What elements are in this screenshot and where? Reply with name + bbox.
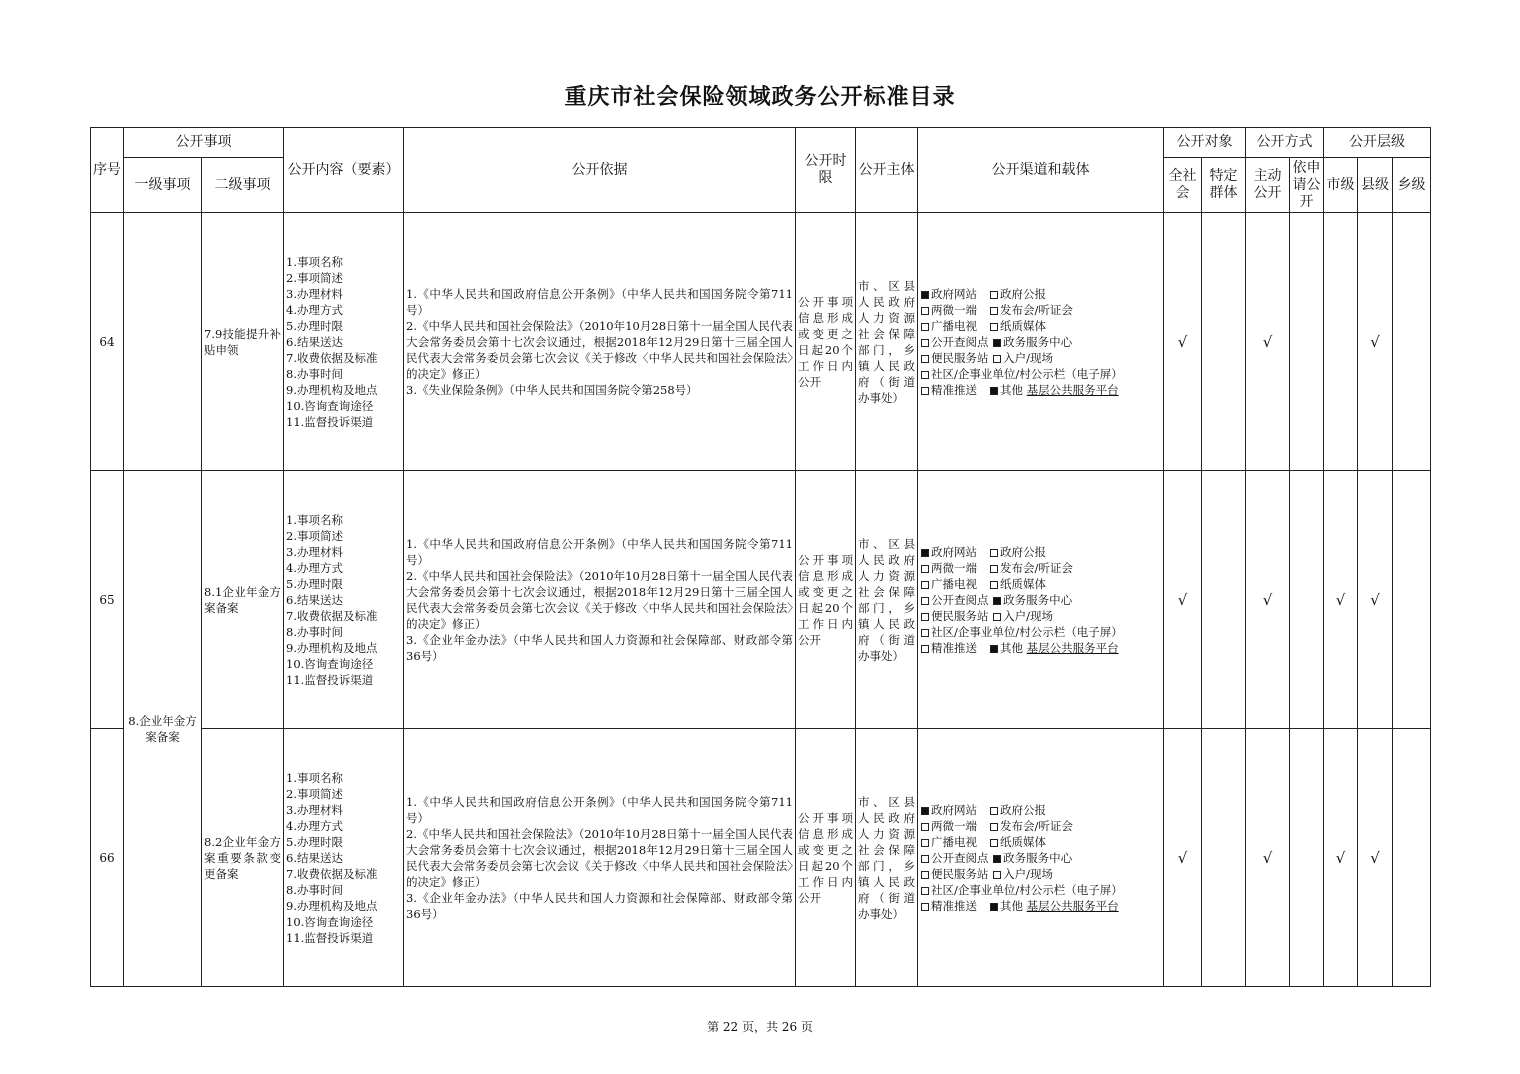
content-item: 2.事项简述 [286, 528, 343, 543]
unchecked-box-icon [921, 581, 929, 589]
unchecked-box-icon [993, 355, 1001, 363]
unchecked-box-icon [921, 355, 929, 363]
content-item: 6.结果送达 [286, 592, 343, 607]
table-row [91, 213, 1431, 471]
header-level2: 二级事项 [202, 158, 284, 213]
content-item: 4.办理方式 [286, 302, 343, 317]
checked-box-icon [993, 339, 1001, 347]
unchecked-box-icon [990, 565, 998, 573]
unchecked-box-icon [993, 613, 1001, 621]
basis-item: 1.《中华人民共和国政府信息公开条例》（中华人民共和国国务院令第711号） [406, 536, 793, 567]
check-mark-county: √ [1358, 213, 1393, 471]
unchecked-box-icon [921, 645, 929, 653]
table-row [91, 471, 1431, 729]
unchecked-box-icon [990, 323, 998, 331]
content-item: 1.事项名称 [286, 512, 343, 527]
check-mark-county: √ [1358, 729, 1393, 987]
check-mark-city: √ [1324, 729, 1358, 987]
checked-box-icon [990, 903, 998, 911]
check-mark-all: √ [1164, 729, 1202, 987]
checked-box-icon [921, 549, 929, 557]
header-basis: 公开依据 [404, 128, 796, 213]
check-empty [1290, 471, 1324, 729]
unchecked-box-icon [990, 807, 998, 815]
check-empty [1202, 471, 1246, 729]
unchecked-box-icon [921, 339, 929, 347]
row-content-items [284, 471, 404, 729]
row-level1: 8.企业年金方案备案 [124, 471, 202, 987]
header-time-limit: 公开时限 [796, 128, 856, 213]
check-empty [1290, 729, 1324, 987]
content-item: 11.监督投诉渠道 [286, 414, 374, 429]
unchecked-box-icon [921, 613, 929, 621]
unchecked-box-icon [921, 597, 929, 605]
content-item: 10.咨询查询途径 [286, 656, 374, 671]
basis-item: 2.《中华人民共和国社会保险法》（2010年10月28日第十一届全国人民代表大会常务委员会第十七次会议通过，根据2018年12月29日第十三届全国人民代表大会常务委员会第七次会议《关于修改〈中华人民共和国社会保险法〉的决定》修正） [406, 568, 793, 631]
row-seq: 64 [91, 213, 124, 471]
unchecked-box-icon [990, 823, 998, 831]
checked-box-icon [990, 387, 998, 395]
unchecked-box-icon [993, 871, 1001, 879]
content-item: 3.办理材料 [286, 802, 343, 817]
check-empty [1202, 213, 1246, 471]
unchecked-box-icon [921, 855, 929, 863]
content-item: 4.办理方式 [286, 818, 343, 833]
content-item: 9.办理机构及地点 [286, 898, 378, 913]
content-item: 5.办理时限 [286, 318, 343, 333]
header-method: 公开方式 [1246, 128, 1324, 158]
content-item: 3.办理材料 [286, 286, 343, 301]
row-content-items [284, 729, 404, 987]
header-content: 公开内容（要素） [284, 128, 404, 213]
header-level: 公开层级 [1324, 128, 1431, 158]
row-level1 [124, 213, 202, 471]
catalog-table [90, 127, 1431, 987]
unchecked-box-icon [921, 307, 929, 315]
basis-item: 3.《企业年金办法》（中华人民共和国人力资源和社会保障部、财政部令第36号） [406, 890, 793, 921]
content-item: 11.监督投诉渠道 [286, 672, 374, 687]
header-method-active: 主动公开 [1246, 158, 1290, 213]
content-item: 9.办理机构及地点 [286, 640, 378, 655]
content-item: 9.办理机构及地点 [286, 382, 378, 397]
basis-item: 1.《中华人民共和国政府信息公开条例》（中华人民共和国国务院令第711号） [406, 286, 793, 317]
row-basis [404, 213, 796, 471]
header-channel: 公开渠道和载体 [918, 128, 1164, 213]
row-seq: 66 [91, 729, 124, 987]
header-target-specific: 特定群体 [1202, 158, 1246, 213]
header-seq: 序号 [91, 128, 124, 213]
row-subject: 市、区县人民政府人力资源社会保障部门，乡镇人民政府（街道办事处） [856, 729, 918, 987]
check-empty [1393, 471, 1431, 729]
basis-item: 3.《失业保险条例》（中华人民共和国国务院令第258号） [406, 382, 698, 397]
unchecked-box-icon [921, 903, 929, 911]
unchecked-box-icon [990, 291, 998, 299]
header-level-county: 县级 [1358, 158, 1393, 213]
content-item: 8.办事时间 [286, 366, 343, 381]
row-content-items [284, 213, 404, 471]
content-item: 7.收费依据及标准 [286, 866, 378, 881]
content-item: 10.咨询查询途径 [286, 914, 374, 929]
unchecked-box-icon [990, 581, 998, 589]
header-level1: 一级事项 [124, 158, 202, 213]
content-item: 5.办理时限 [286, 834, 343, 849]
row-level2: 8.2企业年金方案重要条款变更备案 [202, 729, 284, 987]
check-empty [1393, 213, 1431, 471]
checked-box-icon [990, 645, 998, 653]
unchecked-box-icon [921, 887, 929, 895]
unchecked-box-icon [921, 871, 929, 879]
content-item: 2.事项简述 [286, 786, 343, 801]
row-subject: 市、区县人民政府人力资源社会保障部门，乡镇人民政府（街道办事处） [856, 471, 918, 729]
basis-item: 2.《中华人民共和国社会保险法》（2010年10月28日第十一届全国人民代表大会常务委员会第十七次会议通过，根据2018年12月29日第十三届全国人民代表大会常务委员会第七次会议《关于修改〈中华人民共和国社会保险法〉的决定》修正） [406, 826, 793, 889]
row-basis [404, 729, 796, 987]
content-item: 8.办事时间 [286, 882, 343, 897]
header-target-all: 全社会 [1164, 158, 1202, 213]
content-item: 7.收费依据及标准 [286, 350, 378, 365]
header-public-matter: 公开事项 [124, 128, 284, 158]
basis-item: 1.《中华人民共和国政府信息公开条例》（中华人民共和国国务院令第711号） [406, 794, 793, 825]
page-footer: 第 22 页，共 26 页 [707, 1020, 813, 1034]
check-empty [1393, 729, 1431, 987]
row-level2: 7.9技能提升补贴申领 [202, 213, 284, 471]
check-empty [1202, 729, 1246, 987]
content-item: 1.事项名称 [286, 254, 343, 269]
header-level-town: 乡级 [1393, 158, 1431, 213]
check-empty [1290, 213, 1324, 471]
check-mark-county: √ [1358, 471, 1393, 729]
content-item: 7.收费依据及标准 [286, 608, 378, 623]
content-item: 2.事项简述 [286, 270, 343, 285]
row-channels: 政府网站 政府公报 两微一端 发布会/听证会 广播电视 纸质媒体 公开查阅点 政务服务中心 便民服务站 入户/现场 社区/企事业单位/村公示栏（电子屏） 精准推送 其他 基层公共服务平台 [918, 471, 1164, 729]
content-item: 6.结果送达 [286, 850, 343, 865]
unchecked-box-icon [921, 839, 929, 847]
content-item: 11.监督投诉渠道 [286, 930, 374, 945]
basis-item: 2.《中华人民共和国社会保险法》（2010年10月28日第十一届全国人民代表大会常务委员会第十七次会议通过，根据2018年12月29日第十三届全国人民代表大会常务委员会第七次会议《关于修改〈中华人民共和国社会保险法〉的决定》修正） [406, 318, 793, 381]
check-mark-active: √ [1246, 729, 1290, 987]
content-item: 8.办事时间 [286, 624, 343, 639]
unchecked-box-icon [921, 387, 929, 395]
checked-box-icon [921, 807, 929, 815]
check-mark-active: √ [1246, 471, 1290, 729]
row-subject: 市、区县人民政府人力资源社会保障部门，乡镇人民政府（街道办事处） [856, 213, 918, 471]
checked-box-icon [993, 855, 1001, 863]
check-mark-active: √ [1246, 213, 1290, 471]
content-item: 4.办理方式 [286, 560, 343, 575]
check-mark-city: √ [1324, 471, 1358, 729]
unchecked-box-icon [921, 371, 929, 379]
header-target: 公开对象 [1164, 128, 1246, 158]
unchecked-box-icon [990, 839, 998, 847]
table-row [91, 729, 1431, 987]
unchecked-box-icon [990, 549, 998, 557]
row-time-limit: 公开事项信息形成或变更之日起20个工作日内公开 [796, 729, 856, 987]
unchecked-box-icon [921, 323, 929, 331]
header-subject: 公开主体 [856, 128, 918, 213]
row-channels: 政府网站 政府公报 两微一端 发布会/听证会 广播电视 纸质媒体 公开查阅点 政务服务中心 便民服务站 入户/现场 社区/企事业单位/村公示栏（电子屏） 精准推送 其他 基层公共服务平台 [918, 729, 1164, 987]
content-item: 3.办理材料 [286, 544, 343, 559]
row-time-limit: 公开事项信息形成或变更之日起20个工作日内公开 [796, 213, 856, 471]
row-level2: 8.1企业年金方案备案 [202, 471, 284, 729]
check-mark-all: √ [1164, 213, 1202, 471]
row-basis [404, 471, 796, 729]
header-level-city: 市级 [1324, 158, 1358, 213]
unchecked-box-icon [990, 307, 998, 315]
page-title: 重庆市社会保险领域政务公开标准目录 [564, 84, 956, 110]
row-time-limit: 公开事项信息形成或变更之日起20个工作日内公开 [796, 471, 856, 729]
content-item: 5.办理时限 [286, 576, 343, 591]
row-channels: 政府网站 政府公报 两微一端 发布会/听证会 广播电视 纸质媒体 公开查阅点 政务服务中心 便民服务站 入户/现场 社区/企事业单位/村公示栏（电子屏） 精准推送 其他 基层公共服务平台 [918, 213, 1164, 471]
content-item: 10.咨询查询途径 [286, 398, 374, 413]
unchecked-box-icon [921, 629, 929, 637]
checked-box-icon [993, 597, 1001, 605]
unchecked-box-icon [921, 823, 929, 831]
checked-box-icon [921, 291, 929, 299]
content-item: 6.结果送达 [286, 334, 343, 349]
row-seq: 65 [91, 471, 124, 729]
check-mark-all: √ [1164, 471, 1202, 729]
header-method-apply: 依申请公开 [1290, 158, 1324, 213]
content-item: 1.事项名称 [286, 770, 343, 785]
unchecked-box-icon [921, 565, 929, 573]
basis-item: 3.《企业年金办法》（中华人民共和国人力资源和社会保障部、财政部令第36号） [406, 632, 793, 663]
check-empty [1324, 213, 1358, 471]
